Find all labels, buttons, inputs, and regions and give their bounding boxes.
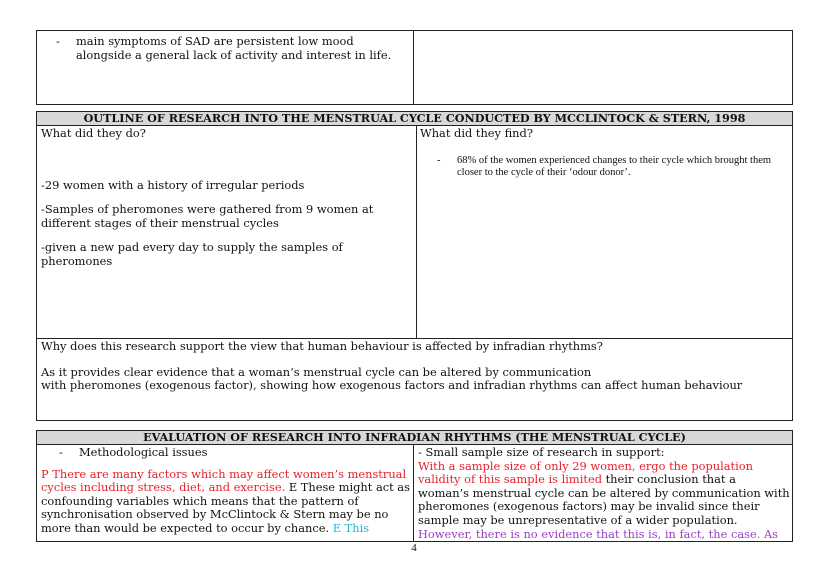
what-did-they-find-question: What did they find? — [420, 126, 533, 140]
method-dash: - — [59, 445, 63, 459]
sample-red-text: With a sample size of only 29 women, ergo the population validity of this sample is limited — [418, 458, 753, 487]
sad-symptoms-line-1: main symptoms of SAD are persistent low mood — [76, 34, 354, 48]
bullet-dash: - — [56, 34, 60, 48]
methodological-issues-heading: Methodological issues — [79, 445, 208, 459]
small-sample-cell — [418, 446, 790, 541]
research-table-header: OUTLINE OF RESEARCH INTO THE MENSTRUAL CYCLE CONDUCTED BY MCCLINTOCK & STERN, 1998 — [36, 111, 793, 126]
what-did-they-do-question: What did they do? — [41, 126, 146, 140]
procedure-point-3: -given a new pad every day to supply the samples of pheromones — [41, 240, 343, 268]
page-number: 4 — [411, 542, 417, 554]
top-table-divider — [413, 30, 414, 105]
procedure-point-1: -29 women with a history of irregular periods — [41, 177, 305, 192]
evidence-cyan-text: E This — [329, 520, 370, 535]
what-did-they-find-cell — [420, 127, 788, 180]
evaluation-table-header: EVALUATION OF RESEARCH INTO INFRADIAN RHYTHMS (THE MENSTRUAL CYCLE) — [36, 430, 793, 445]
support-question: Why does this research support the view that human behaviour is affected by infradian rhythms? — [41, 339, 603, 353]
finding-text: 68% of the women experienced changes to their cycle which brought them closer to the cycle of their ‘odour donor’. — [457, 154, 772, 179]
support-cell — [41, 340, 789, 393]
small-sample-paragraph — [418, 460, 790, 542]
support-answer-line-2: with pheromones (exogenous factor), showing how exogenous factors and infradian rhythms can affect human behaviour — [41, 378, 743, 393]
methodological-paragraph — [41, 468, 411, 536]
sample-purple-text: However, there is no evidence that this is, in fact, the case. As — [418, 526, 779, 541]
top-table-left-cell — [56, 35, 406, 62]
evidence-text: E These might act as confounding variables which means that the pattern of synchronisation observed by McClintock & Stern may be no more than would be expected to occur by chance. — [41, 480, 410, 535]
finding-dash: - — [437, 154, 441, 166]
research-table-divider — [416, 126, 417, 338]
sad-symptoms-line-2: alongside a general lack of activity and interest in life. — [76, 47, 392, 62]
procedure-point-2: -Samples of pheromones were gathered from 9 women at different stages of their menstrual cycles — [41, 202, 374, 230]
sample-black-text: their conclusion that a woman’s menstrual cycle can be altered by communication with pheromones (exogenous factors) may be invalid since their sample may be unrepresentative of a wider population. — [418, 472, 790, 527]
what-did-they-do-cell — [41, 127, 411, 269]
point-red-text: P There are many factors which may affect women’s menstrual cycles including stress, diet, and exercise. — [41, 466, 407, 495]
methodological-issues-cell — [41, 446, 411, 536]
support-answer-line-1: As it provides clear evidence that a woman’s menstrual cycle can be altered by communication — [41, 364, 592, 379]
small-sample-heading: - Small sample size of research in support: — [418, 445, 665, 459]
evaluation-table-divider — [413, 445, 414, 542]
